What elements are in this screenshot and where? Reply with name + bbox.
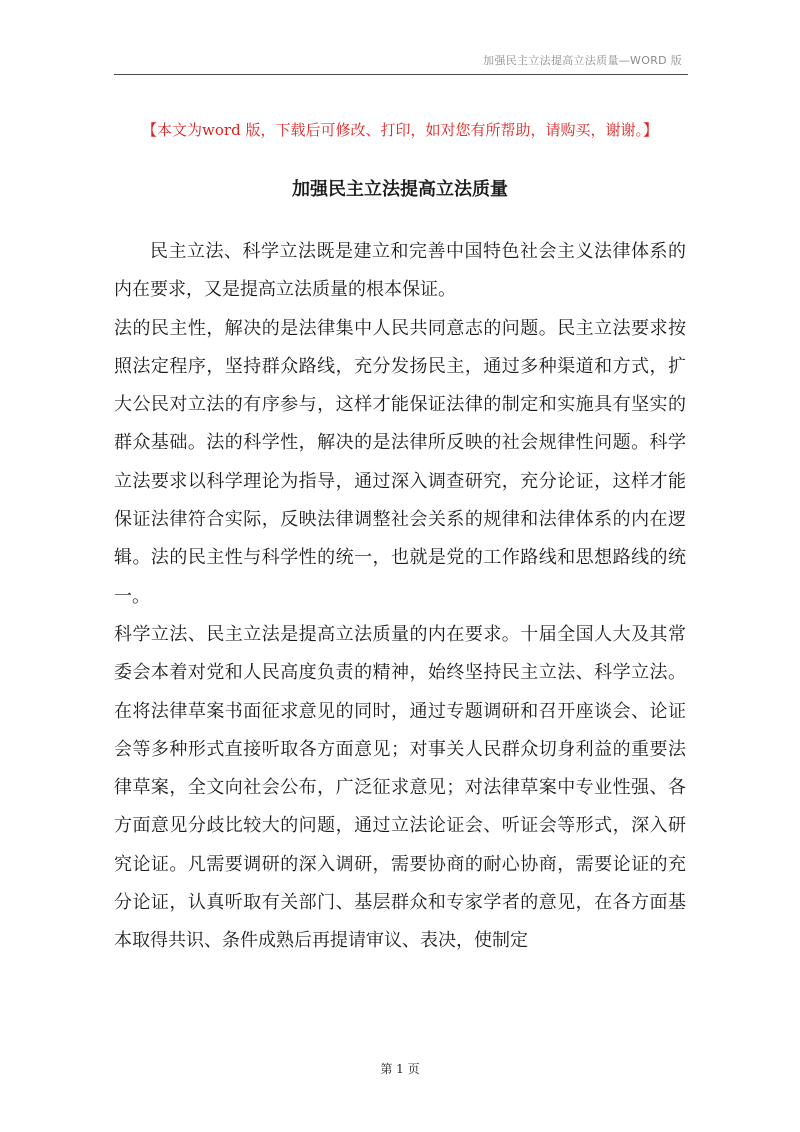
document-title: 加强民主立法提高立法质量 bbox=[292, 179, 508, 200]
purchase-notice: 【本文为word 版，下载后可修改、打印，如对您有所帮助，请购买，谢谢。】 bbox=[142, 121, 658, 139]
paragraph: 科学立法、民主立法是提高立法质量的内在要求。十届全国人大及其常委会本着对党和人民高度负责的精神，始终坚持民主立法、科学立法。在将法律草案书面征求意见的同时，通过专题调研和召开座谈会、论证会等多种形式直接听取各方面意见；对事关人民群众切身利益的重要法律草案，全文向社会公布，广泛征求意见；对法律草案中专业性强、各方面意见分歧比较大的问题，通过立法论证会、听证会等形式，深入研究论证。凡需要调研的深入调研，需要协商的耐心协商，需要论证的充分论证，认真听取有关部门、基层群众和专家学者的意见，在各方面基本取得共识、条件成熟后再提请审议、表决，使制定 bbox=[114, 623, 686, 952]
paragraph: 法的民主性，解决的是法律集中人民共同意志的问题。民主立法要求按照法定程序，坚持群众路线，充分发扬民主，通过多种渠道和方式，扩大公民对立法的有序参与，这样才能保证法律的制定和实施具有坚实的群众基础。法的科学性，解决的是法律所反映的社会规律性问题。科学立法要求以科学理论为指导，通过深入调查研究，充分论证，这样才能保证法律符合实际，反映法律调整社会关系的规律和法律体系的内在逻辑。法的民主性与科学性的统一，也就是党的工作路线和思想路线的统一。 bbox=[114, 317, 686, 607]
page-number: 第 1 页 bbox=[380, 1062, 420, 1076]
running-header: 加强民主立法提高立法质量—WORD 版 bbox=[483, 54, 682, 67]
header-divider bbox=[114, 74, 688, 75]
document-body bbox=[114, 233, 686, 961]
paragraph: 民主立法、科学立法既是建立和完善中国特色社会主义法律体系的内在要求，又是提高立法质量的根本保证。 bbox=[114, 241, 686, 301]
